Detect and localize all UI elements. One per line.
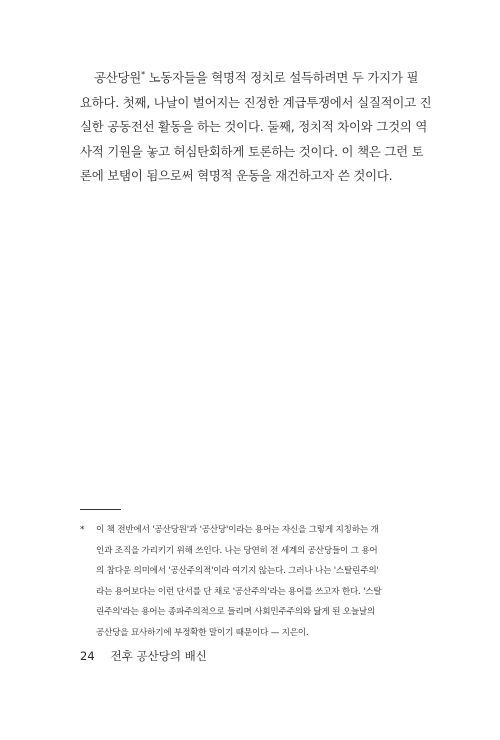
body-line-1: [80, 66, 428, 91]
footnote-line: 의 참다운 의미에서 '공산주의적'이라 여기지 않는다. 그러나 나는 '스탈린주의': [96, 566, 379, 576]
footnote-divider: [80, 509, 121, 510]
footnote-line: 라는 용어보다는 이런 단서를 단 채로 '공산주의'라는 용어를 쓰고자 한다. '스탈: [96, 586, 382, 597]
footnote-line: 이 책 전반에서 '공산당원'과 '공산당'이라는 용어는 자신을 그렇게 지칭하는 개: [96, 525, 379, 535]
footnote-marker: *: [141, 69, 145, 79]
first-word: 공산당원: [94, 70, 142, 85]
running-title: 전후 공산당의 배신: [110, 649, 207, 663]
page-number: 24: [80, 649, 95, 663]
footnote-line: 린주의'라는 용어는 종파주의적으로 들리며 사회민주주의와 닮게 된 오늘날의: [96, 607, 376, 617]
body-line-3: 실한 공동전선 활동을 하는 것이다. 둘째, 정치적 차이와 그것의 역: [80, 119, 428, 134]
page-footer: [80, 648, 207, 664]
body-line-4: 사적 기원을 놓고 허심탄회하게 토론하는 것이다. 이 책은 그런 토: [80, 143, 424, 159]
footnote-line: 공산당을 묘사하기에 부정확한 말이기 때문이다 — 지은이.: [96, 627, 309, 638]
footnote-line: 인과 조직을 가리키기 위해 쓰인다. 나는 당연히 전 세계의 공산당들이 그 용어: [96, 545, 378, 556]
footnote: [80, 520, 430, 643]
body-line-1-rest: 노동자들을 혁명적 정치로 설득하려면 두 가지가 필: [144, 70, 419, 85]
body-line-2: 요하다. 첫째, 나날이 벌어지는 진정한 계급투쟁에서 실질적이고 진: [80, 94, 432, 110]
footnote-star: *: [80, 525, 85, 535]
body-paragraph: [80, 66, 432, 189]
body-line-5: 론에 보탬이 됨으로써 혁명적 운동을 재건하고자 쓴 것이다.: [80, 168, 393, 183]
